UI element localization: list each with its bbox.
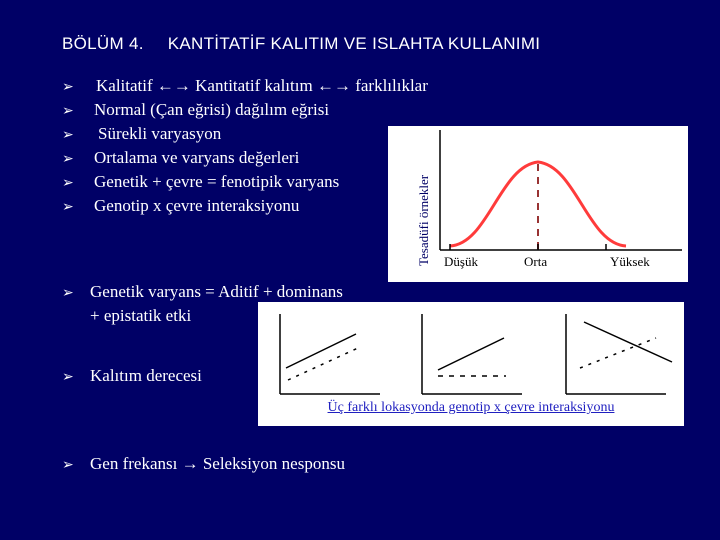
bullet-item: ➢ Genotip x çevre interaksiyonu	[62, 196, 300, 215]
bullet-item: ➢ Gen frekansı → Seleksiyon nesponsu	[62, 454, 345, 473]
gxe-plot-location-3	[566, 314, 672, 394]
bullet-item: ➢ Genetik + çevre = fenotipik varyans	[62, 172, 340, 191]
bullet-item: ➢ Genetik varyans = Aditif + dominans + epistatik etki	[62, 282, 343, 325]
arrow-bullet-icon: ➢	[62, 103, 74, 119]
slide-title	[62, 34, 540, 54]
curve-xlabel-high: Yüksek	[610, 254, 650, 269]
arrow-bullet-icon: ➢	[62, 457, 74, 473]
chapter-label: BÖLÜM 4.	[62, 34, 144, 53]
normal-curve-svg	[388, 126, 688, 282]
arrow-bullet-icon: ➢	[62, 151, 74, 167]
chapter-title: KANTİTATİF KALITIM VE ISLAHTA KULLANIMI	[167, 34, 541, 53]
arrow-bullet-icon: ➢	[62, 79, 74, 95]
bullet-item: ➢ Kalıtım derecesi	[62, 366, 202, 385]
arrow-bullet-icon: ➢	[62, 369, 74, 385]
normal-curve-figure	[388, 126, 688, 282]
arrow-bullet-icon: ➢	[62, 175, 74, 191]
arrow-bullet-icon: ➢	[62, 285, 74, 301]
curve-ylabel: Tesadüfi örnekler	[416, 174, 431, 266]
bullet-item: ➢ Kalitatif ←→ Kantitatif kalıtım ←→ farklılıklar	[62, 76, 428, 95]
bullet-item: ➢ Normal (Çan eğrisi) dağılım eğrisi	[62, 100, 330, 119]
arrow-bullet-icon: ➢	[62, 199, 74, 215]
bullet-item: ➢ Sürekli varyasyon	[62, 124, 222, 143]
curve-xlabel-low: Düşük	[444, 254, 478, 269]
curve-xlabel-mid: Orta	[524, 254, 548, 269]
gxe-interaction-figure	[258, 302, 684, 426]
bullet-item: ➢ Ortalama ve varyans değerleri	[62, 148, 300, 167]
gxe-plot-location-1	[280, 314, 380, 394]
gxe-caption: Üç farklı lokasyonda genotip x çevre interaksiyonu	[327, 400, 615, 415]
arrow-bullet-icon: ➢	[62, 127, 74, 143]
gxe-plot-location-2	[422, 314, 522, 394]
